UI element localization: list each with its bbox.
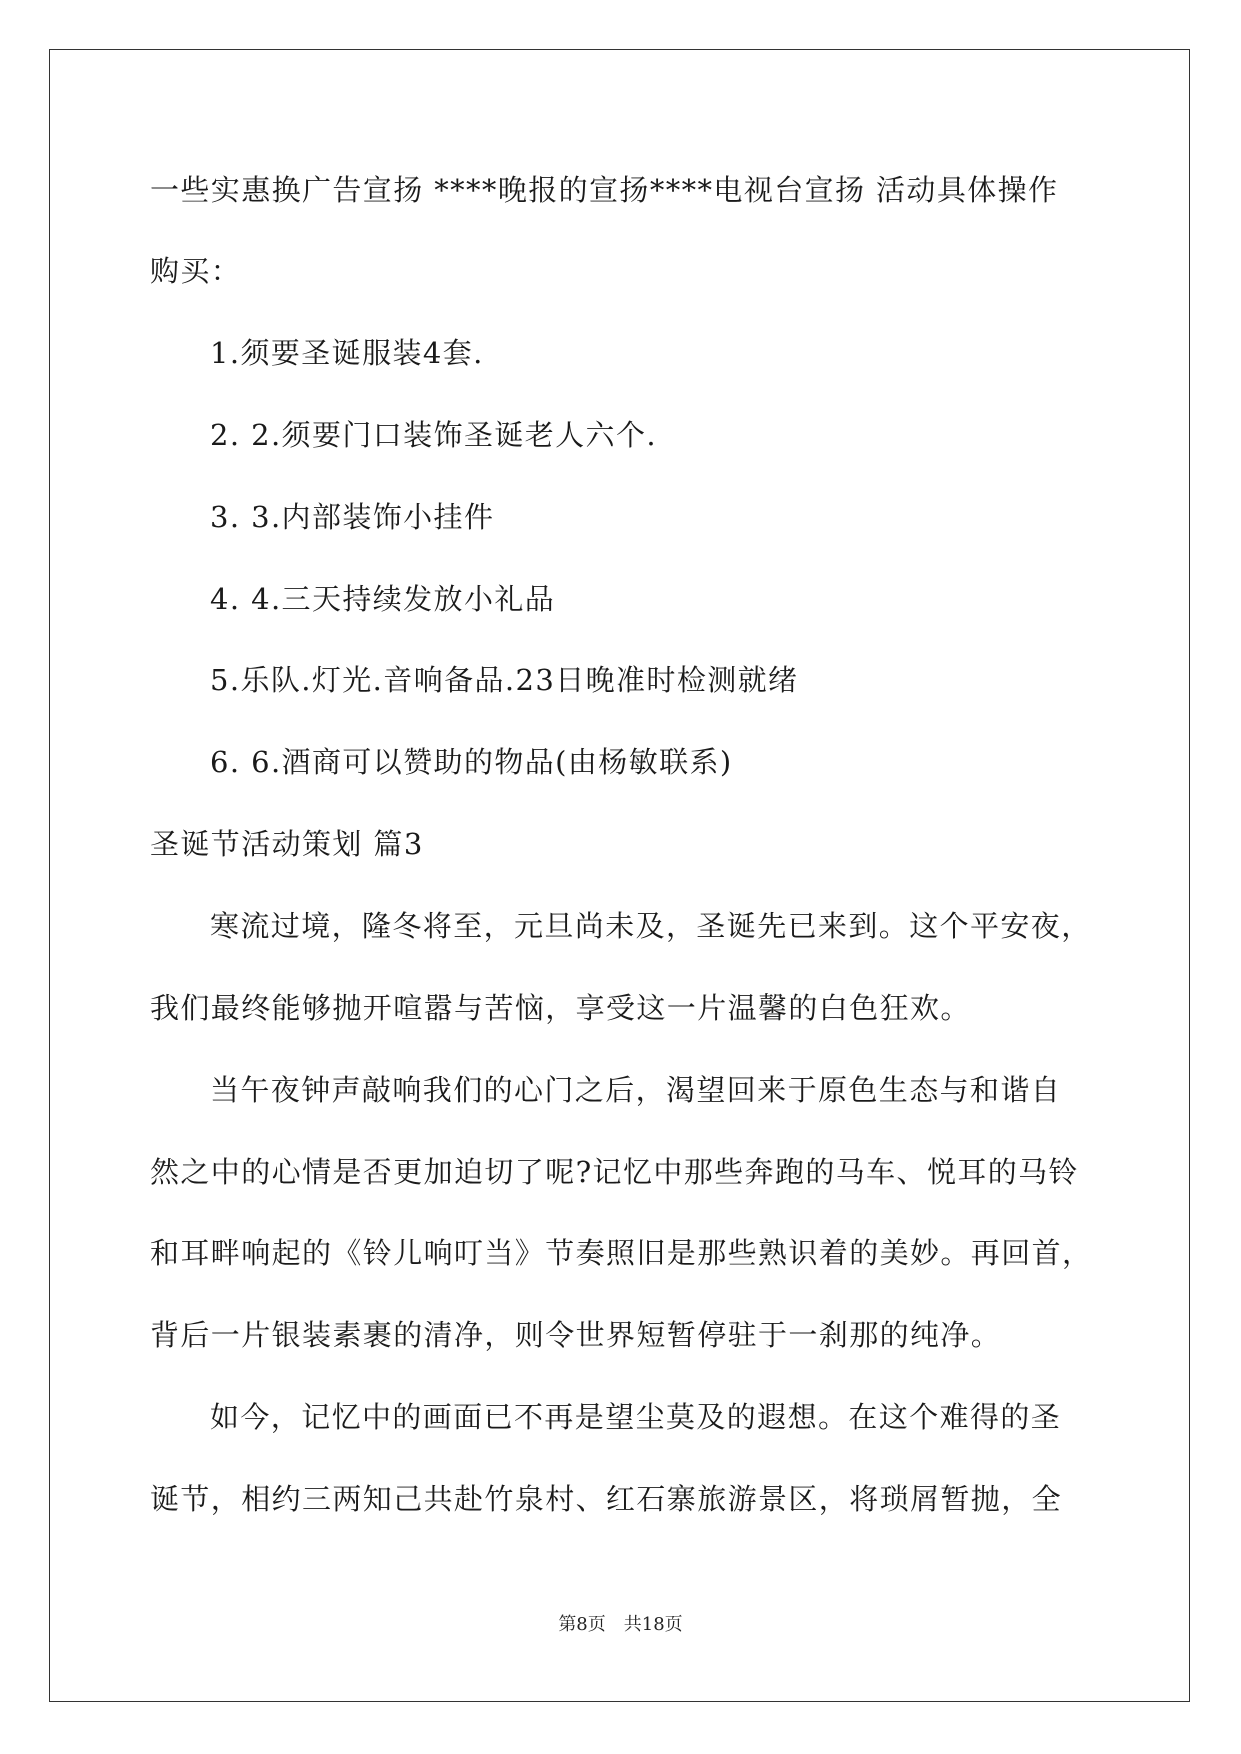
body-text-line: 诞节，相约三两知己共赴竹泉村、红石寨旅游景区，将琐屑暂抛，全	[150, 1482, 1063, 1516]
body-text-line: 和耳畔响起的《铃儿响叮当》节奏照旧是那些熟识着的美妙。再回首，	[150, 1236, 1093, 1270]
body-text-line: 寒流过境，隆冬将至，元旦尚未及，圣诞先已来到。这个平安夜，	[210, 909, 1092, 943]
list-item: 5.乐队.灯光.音响备品.23日晚准时检测就绪	[210, 663, 799, 697]
body-text-line: 当午夜钟声敲响我们的心门之后，渴望回来于原色生态与和谐自	[210, 1073, 1062, 1107]
body-text-line: 背后一片银装素裹的清净，则令世界短暂停驻于一刹那的纯净。	[150, 1318, 1002, 1352]
list-item: 3. 3.内部装饰小挂件	[210, 500, 495, 534]
body-text-line: 然之中的心情是否更加迫切了呢?记忆中那些奔跑的马车、悦耳的马铃	[150, 1155, 1079, 1189]
list-item: 6. 6.酒商可以赞助的物品(由杨敏联系)	[210, 745, 733, 779]
list-item: 2. 2.须要门口装饰圣诞老人六个.	[210, 418, 657, 452]
list-item: 4. 4.三天持续发放小礼品	[210, 582, 556, 616]
body-text-line: 购买：	[150, 254, 242, 288]
body-text-line: 一些实惠换广告宣扬 ****晚报的宣扬****电视台宣扬 活动具体操作	[150, 173, 1059, 207]
list-item: 1.须要圣诞服装4套.	[210, 336, 484, 370]
body-text-line: 我们最终能够抛开喧嚣与苦恼，享受这一片温馨的白色狂欢。	[150, 991, 971, 1025]
body-text-line: 如今，记忆中的画面已不再是望尘莫及的遐想。在这个难得的圣	[210, 1400, 1062, 1434]
page-footer: 第8页 共18页	[558, 1614, 683, 1635]
page-border	[49, 49, 1190, 1702]
section-heading: 圣诞节活动策划 篇3	[150, 827, 424, 861]
